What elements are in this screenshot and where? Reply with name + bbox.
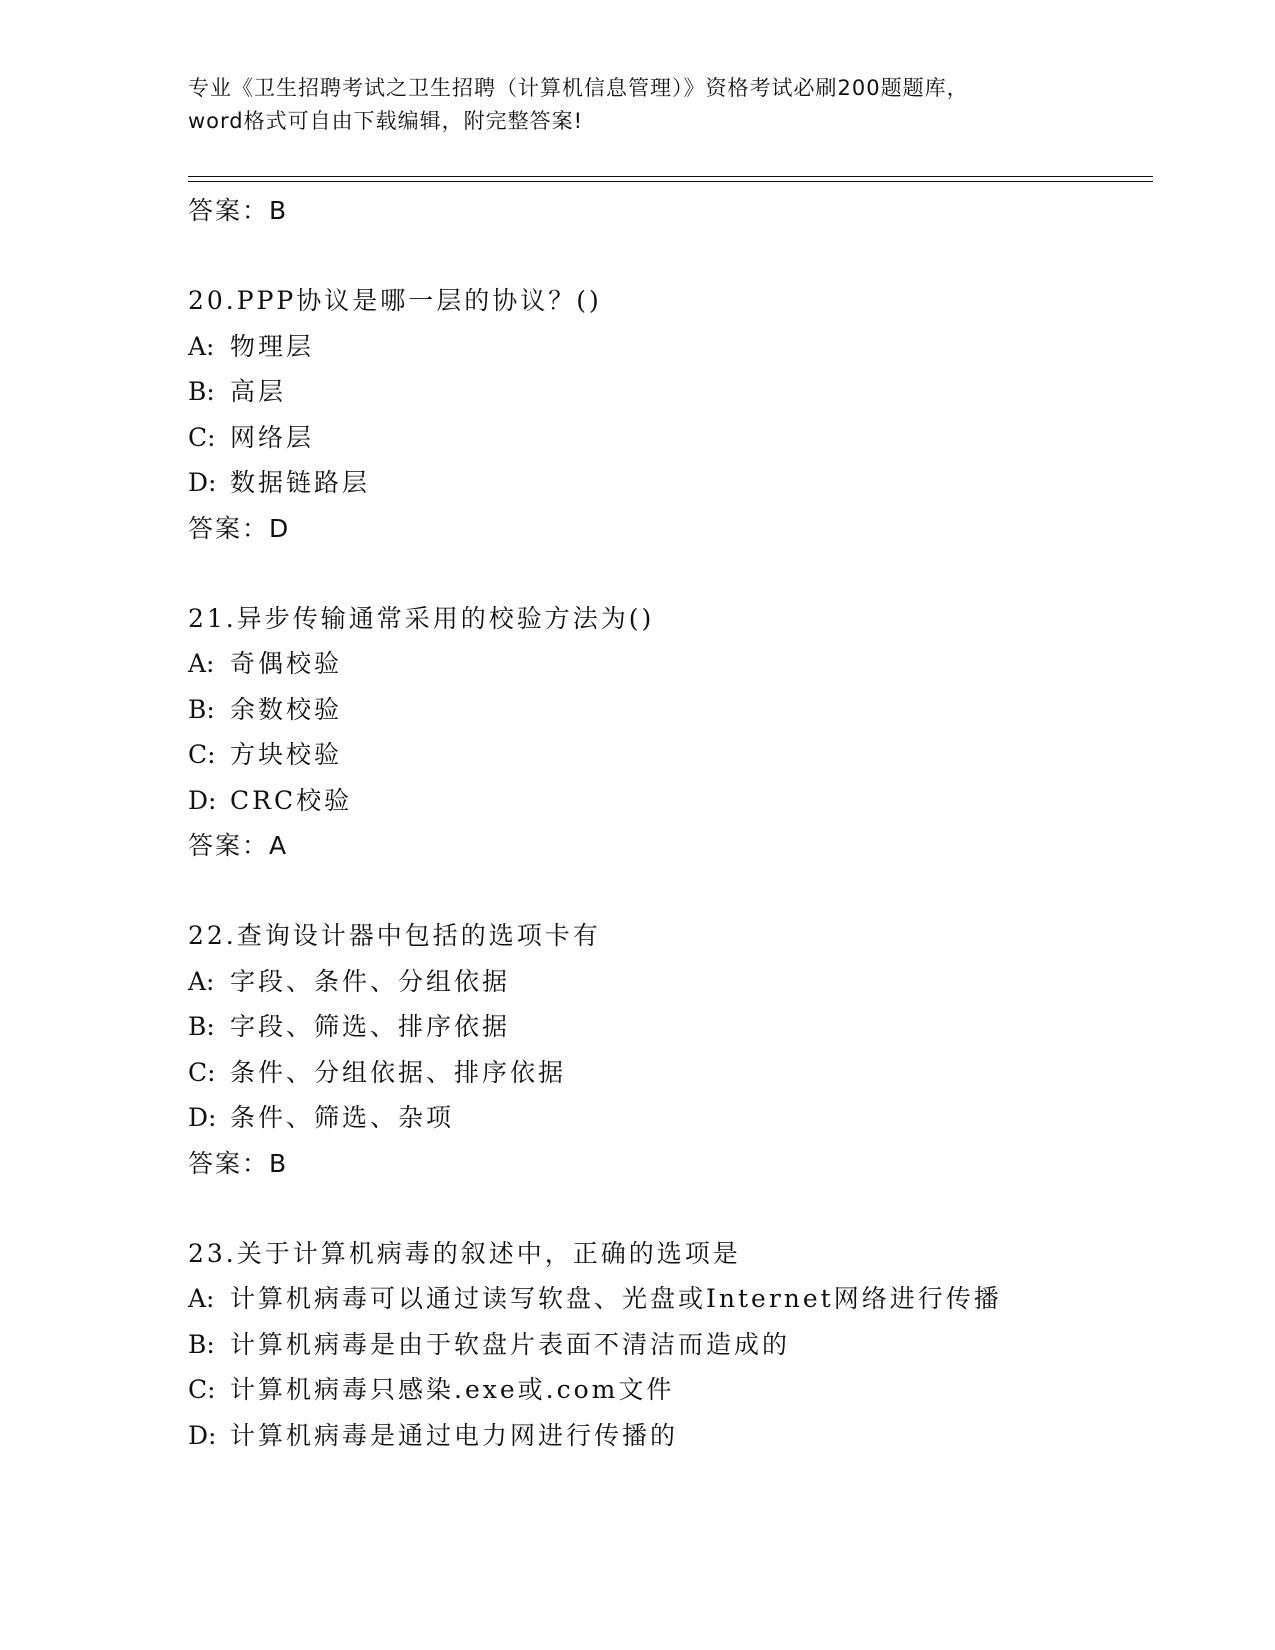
option-letter: B: [188,1329,215,1359]
option-letter: D: [188,785,217,815]
option-item [188,1322,1148,1368]
option-text: 计算机病毒可以通过读写软盘、光盘或Internet网络进行传播 [230,1284,1002,1313]
option-item [188,959,1148,1005]
question-block [188,913,1148,1187]
option-letter: C: [188,422,216,452]
option-letter: A: [188,331,215,361]
option-text: 条件、筛选、杂项 [230,1103,455,1132]
option-item [188,1413,1148,1459]
option-item [188,687,1148,733]
option-letter: A: [188,966,215,996]
option-text: 数据链路层 [230,468,371,497]
option-text: 计算机病毒是通过电力网进行传播的 [230,1420,679,1450]
answer-line: 答案：B [188,1148,289,1178]
question-block [188,596,1148,870]
answer-line: 答案：D [188,513,291,543]
option-item [188,1276,1148,1322]
option-text: 计算机病毒只感染.exe或.com文件 [230,1375,675,1404]
header-rule-top [188,176,1153,177]
option-text: 字段、条件、分组依据 [230,966,511,996]
option-item [188,1050,1148,1096]
answer-line: 答案：B [188,196,289,225]
option-text: 方块校验 [230,740,343,769]
option-text: 奇偶校验 [230,649,343,678]
option-text: 网络层 [230,422,315,452]
option-letter: A: [188,649,215,678]
header-line-2: word格式可自由下载编辑，附完整答案! [188,109,584,133]
option-item [188,460,1148,506]
question-text: 21.异步传输通常采用的校验方法为() [188,603,655,633]
option-letter: C: [188,1057,216,1087]
option-letter: C: [188,740,216,769]
option-letter: C: [188,1375,216,1404]
question-list [188,188,1148,1458]
option-letter: B: [188,694,215,724]
option-letter: B: [188,377,215,406]
question-text: 20.PPP协议是哪一层的协议？() [188,286,602,315]
question-block [188,1231,1148,1459]
option-text: 字段、筛选、排序依据 [230,1012,511,1041]
header-line-1: 专业《卫生招聘考试之卫生招聘（计算机信息管理）》资格考试必刷200题题库， [188,76,969,100]
option-item [188,1004,1148,1050]
option-letter: D: [188,1103,217,1132]
option-item [188,1095,1148,1141]
option-item [188,415,1148,461]
option-item [188,369,1148,415]
option-item [188,641,1148,687]
option-letter: D: [188,468,217,497]
question-text: 22.查询设计器中包括的选项卡有 [188,921,601,950]
option-letter: D: [188,1420,217,1450]
option-text: 物理层 [230,331,315,361]
option-item [188,778,1148,824]
option-item [188,324,1148,370]
option-letter: B: [188,1012,215,1041]
header-rule-bottom [188,181,1153,182]
question-block [188,278,1148,552]
document-header [188,72,1088,138]
option-item [188,732,1148,778]
option-text: 高层 [230,377,287,406]
option-letter: A: [188,1284,215,1313]
question-text: 23.关于计算机病毒的叙述中，正确的选项是 [188,1238,741,1268]
option-text: CRC校验 [230,785,353,815]
option-item [188,1367,1148,1413]
option-text: 余数校验 [230,694,343,724]
answer-line: 答案：A [188,831,289,860]
option-text: 计算机病毒是由于软盘片表面不清洁而造成的 [230,1329,791,1359]
option-text: 条件、分组依据、排序依据 [230,1057,567,1087]
